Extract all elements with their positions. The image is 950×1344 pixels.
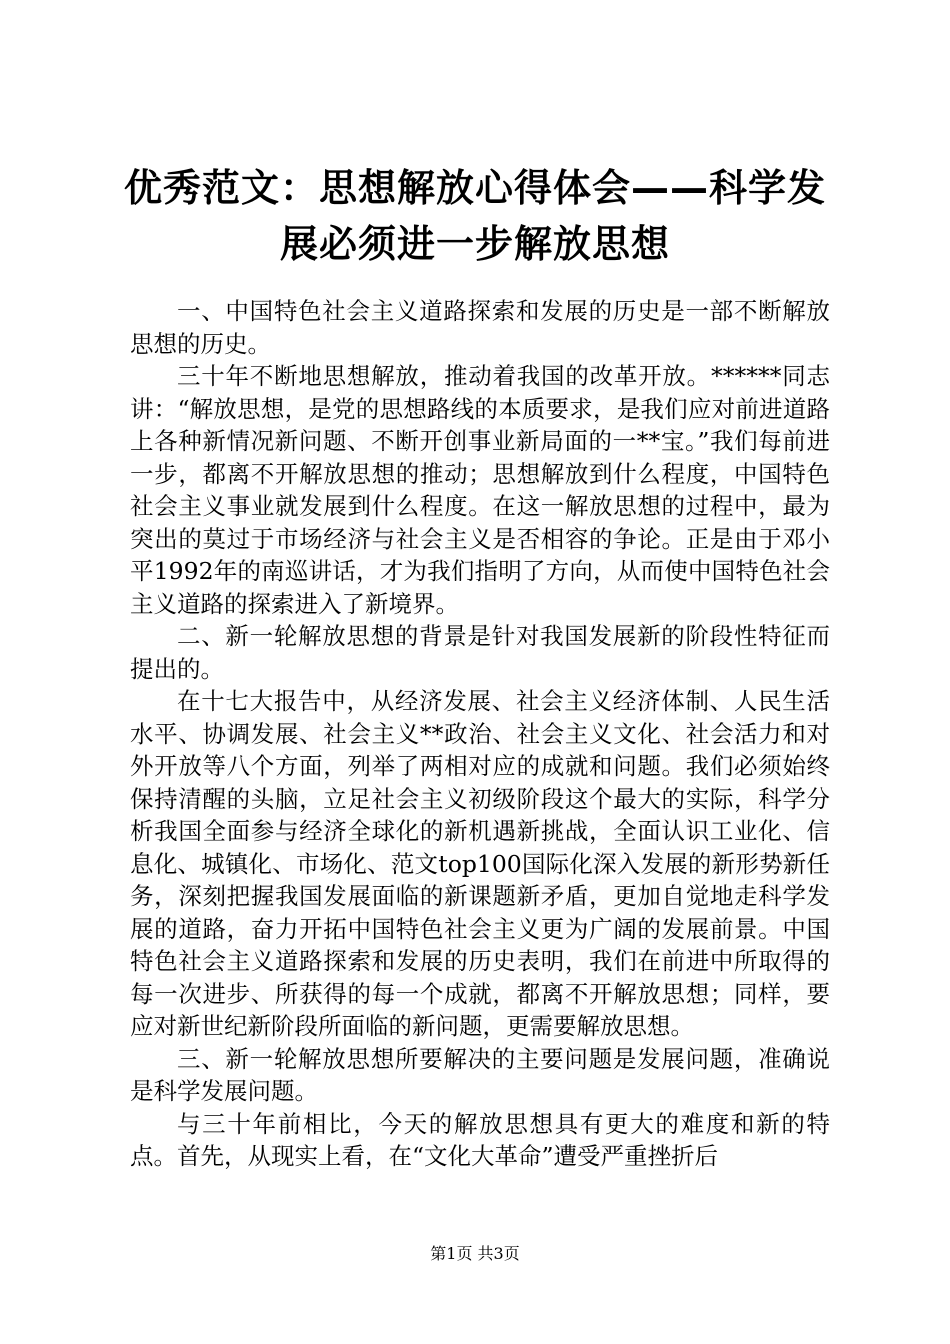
paragraph: 在十七大报告中，从经济发展、社会主义经济体制、人民生活水平、协调发展、社会主义**政治、社会主义文化、社会活力和对外开放等八个方面，列举了两相对应的成就和问题。我们必须始终保持清醒的头脑，立足社会主义初级阶段这个最大的实际，科学分析我国全面参与经济全球化的新机遇新挑战，全面认识工业化、信息化、城镇化、市场化、范文top100国际化深入发展的新形势新任务，深刻把握我国发展面临的新课题新矛盾，更加自觉地走科学发展的道路，奋力开拓中国特色社会主义更为广阔的发展前景。中国特色社会主义道路探索和发展的历史表明，我们在前进中所取得的每一次进步、所获得的每一个成就，都离不开解放思想；同样，要应对新世纪新阶段所面临的新问题，更需要解放思想。 — [130, 687, 830, 1040]
page-footer: 第1页 共3页 — [430, 1244, 520, 1263]
paragraph: 二、新一轮解放思想的背景是针对我国发展新的阶段性特征而提出的。 — [130, 622, 830, 683]
paragraph: 三、新一轮解放思想所要解决的主要问题是发展问题，准确说是科学发展问题。 — [130, 1044, 830, 1105]
paragraph: 三十年不断地思想解放，推动着我国的改革开放。******同志讲：“解放思想，是党的思想路线的本质要求，是我们应对前进道路上各种新情况新问题、不断开创事业新局面的一**宝。”我们每前进一步，都离不开解放思想的推动；思想解放到什么程度，中国特色社会主义事业就发展到什么程度。在这一解放思想的过程中，最为突出的莫过于市场经济与社会主义是否相容的争论。正是由于邓小平1992年的南巡讲话，才为我们指明了方向，从而使中国特色社会主义道路的探索进入了新境界。 — [130, 362, 830, 618]
paragraph: 一、中国特色社会主义道路探索和发展的历史是一部不断解放思想的历史。 — [130, 297, 830, 358]
document-title: 优秀范文：思想解放心得体会——科学发展必须进一步解放思想 — [123, 166, 826, 266]
paragraph: 与三十年前相比，今天的解放思想具有更大的难度和新的特点。首先，从现实上看，在“文化大革命”遭受严重挫折后 — [130, 1109, 830, 1170]
document-body — [130, 295, 830, 1173]
